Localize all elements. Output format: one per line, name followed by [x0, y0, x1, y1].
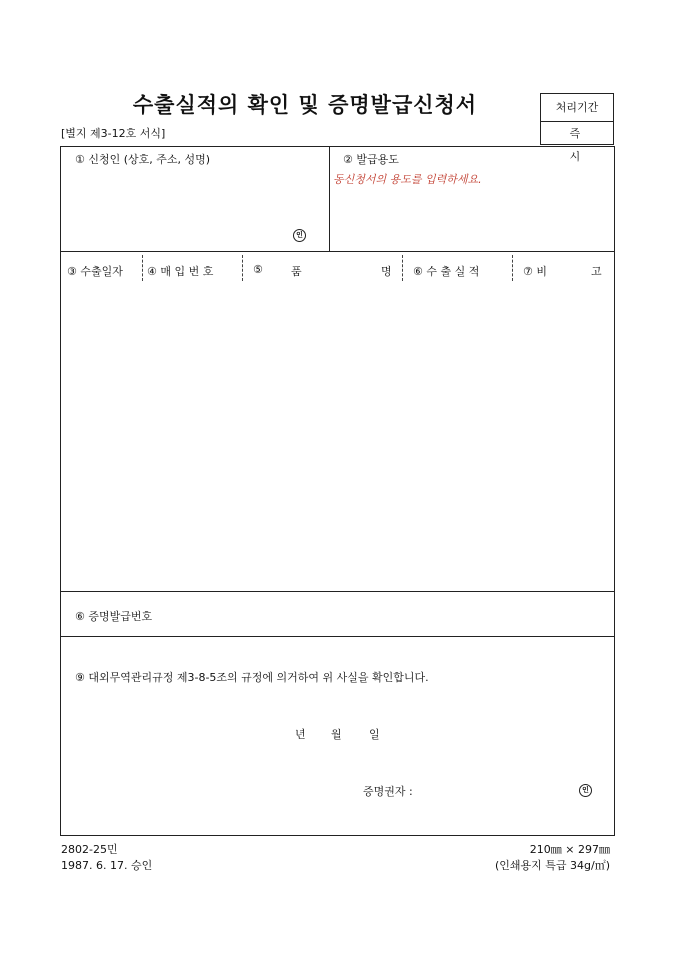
- section1-divider: [329, 147, 330, 251]
- section1-bottom-rule: [61, 251, 614, 252]
- col-item-a: 품: [291, 265, 302, 278]
- certificate-number-label: ⑥ 증명발급번호: [75, 610, 153, 623]
- col-divider: [402, 255, 403, 281]
- date-month-label: 월: [331, 728, 342, 741]
- col-export-date: ③ 수출일자: [67, 265, 123, 278]
- processing-period-label: 처리기간: [541, 94, 613, 122]
- col-divider: [512, 255, 513, 281]
- certifier-seal-mark: 인: [579, 784, 592, 797]
- footer-left-1: 2802-25민: [61, 843, 118, 856]
- declaration-text: ⑨ 대외무역관리규정 제3-8-5조의 규정에 의거하여 위 사실을 확인합니다.: [75, 671, 429, 684]
- form-title: 수출실적의 확인 및 증명발급신청서: [132, 92, 478, 117]
- col-purchase-no: ④ 매 입 번 호: [147, 265, 214, 278]
- col-remarks-num: ⑦ 비: [523, 265, 547, 278]
- processing-period-value: 즉 시: [569, 127, 595, 163]
- footer-right-1: 210㎜ × 297㎜: [529, 843, 610, 856]
- applicant-label: ① 신청인 (상호, 주소, 성명): [75, 153, 211, 166]
- date-year-label: 년: [295, 728, 306, 741]
- certno-bottom-rule: [61, 636, 614, 637]
- col-divider: [242, 255, 243, 281]
- col-item-num: ⑤: [253, 263, 263, 276]
- col-divider: [142, 255, 143, 281]
- purpose-label: ② 발급용도: [343, 153, 399, 166]
- applicant-seal-mark: 인: [293, 229, 306, 242]
- col-remarks-b: 고: [591, 265, 602, 278]
- form-reference: [별지 제3-12호 서식]: [61, 127, 166, 140]
- table-bottom-rule: [61, 591, 614, 592]
- purpose-input[interactable]: 동신청서의 용도를 입력하세요.: [333, 173, 482, 186]
- certifier-label: 증명권자 :: [363, 785, 413, 798]
- processing-period-box: [540, 93, 614, 163]
- footer-right-2: (인쇄용지 특급 34g/㎡): [494, 859, 610, 872]
- col-item-b: 명: [381, 265, 392, 278]
- date-day-label: 일: [369, 728, 380, 741]
- footer-left-2: 1987. 6. 17. 승인: [61, 859, 153, 872]
- application-form: [60, 146, 615, 836]
- col-export-result: ⑥ 수 출 실 적: [413, 265, 480, 278]
